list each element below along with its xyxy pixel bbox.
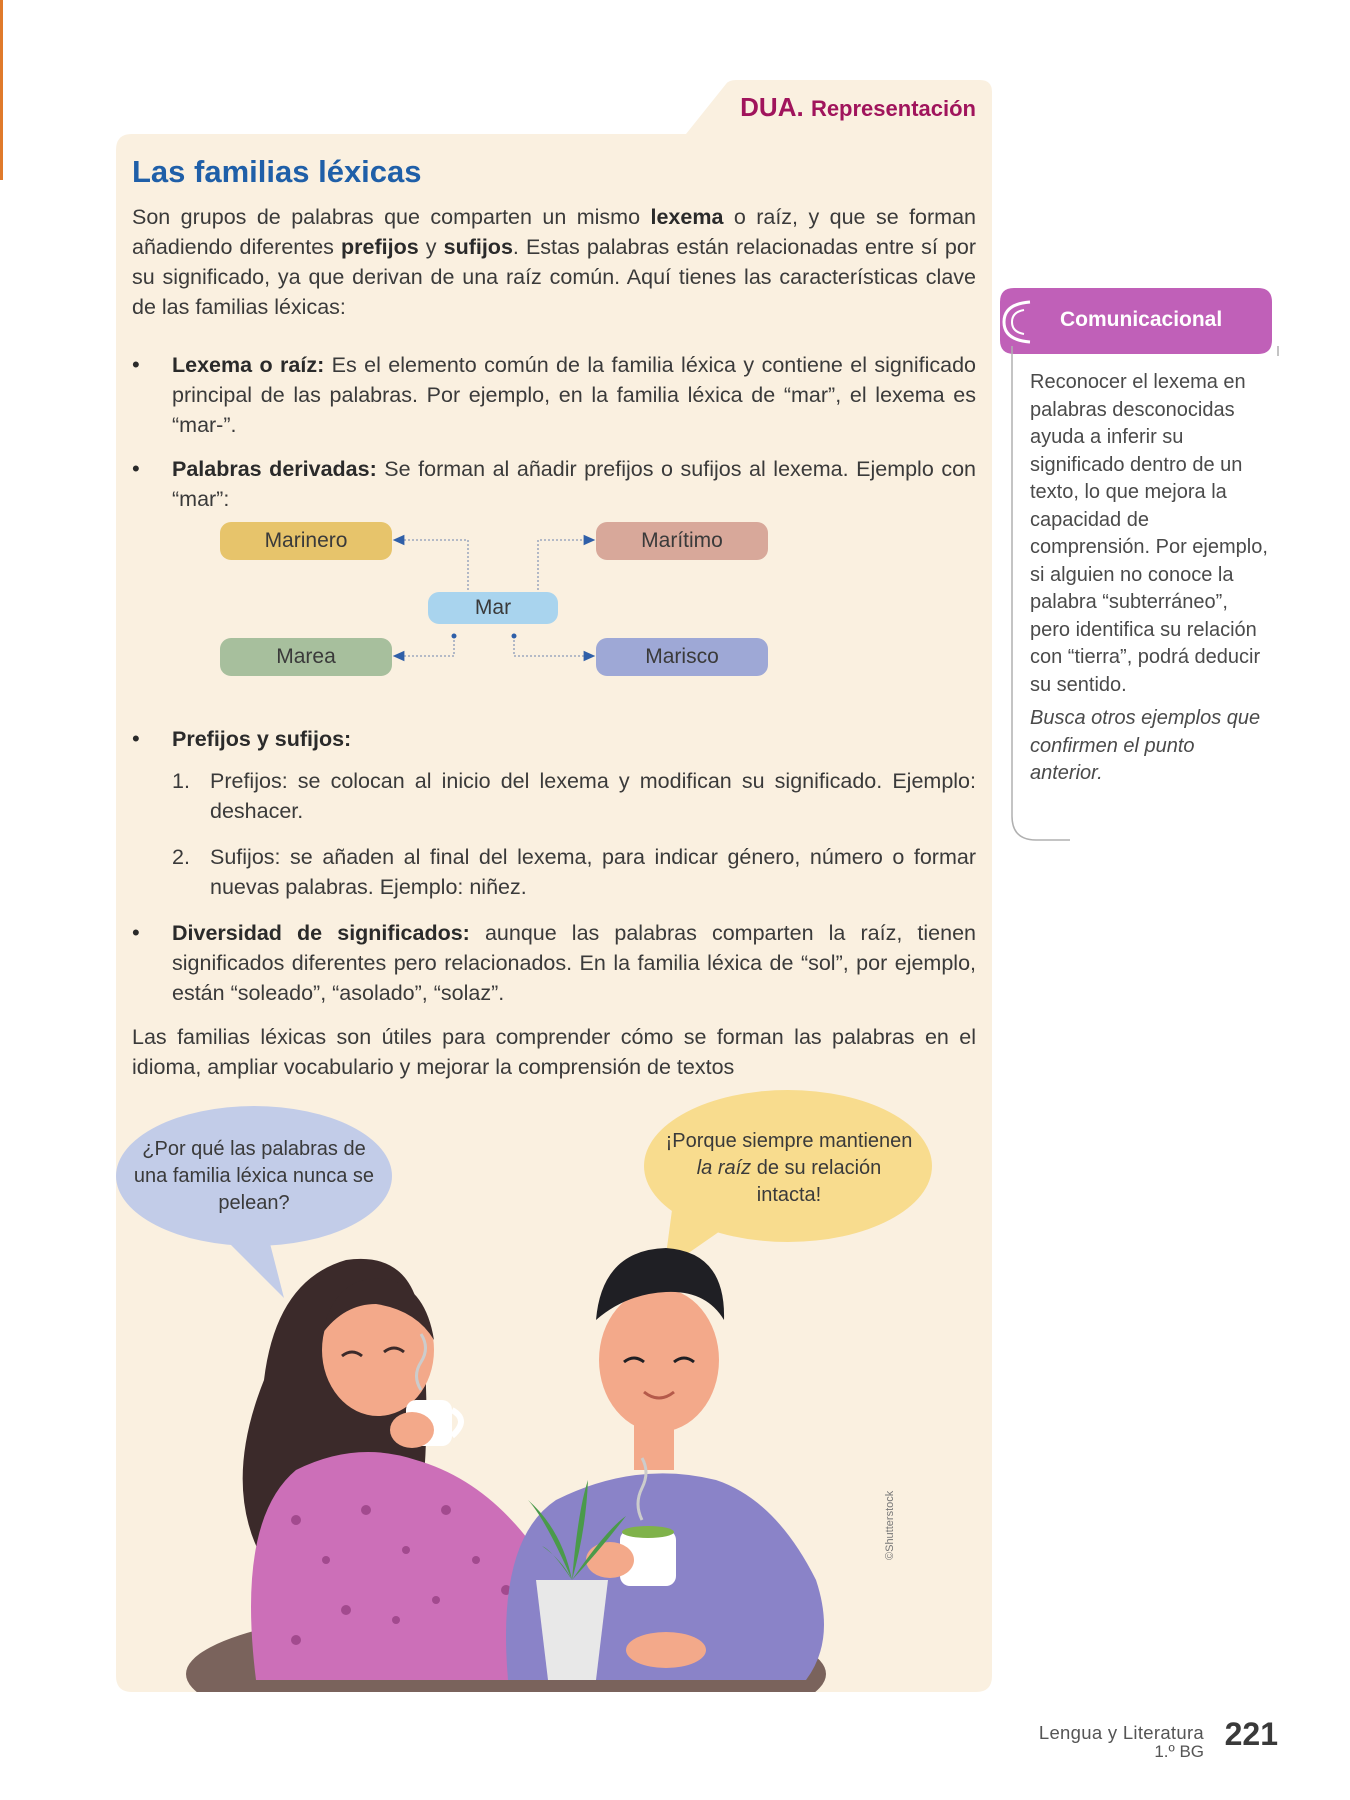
list-item-prefijos: • Prefijos y sufijos: 1. Prefijos: se colocan al inicio del lexema y modifican su significado. Ejemplo: deshacer. 2. Sufijos: se añaden al final del lexema, para indicar género, número o formar nuevas palabras. Ejemplo: niñez.: [132, 724, 976, 902]
page-number: 221: [1224, 1716, 1278, 1752]
section-title: Las familias léxicas: [132, 154, 422, 189]
footer-grade: 1.º BG: [1154, 1742, 1204, 1761]
list-item-diversidad: • Diversidad de significados: aunque las palabras comparten la raíz, tienen significados diferentes pero relacionados. En la familia léxica de “sol”, por ejemplo, están “soleado”, “asolado”, “solaz”.: [132, 918, 976, 1008]
footer-subject: Lengua y Literatura: [1038, 1722, 1204, 1743]
node-mar-center: Mar: [428, 592, 558, 624]
intro-paragraph: Son grupos de palabras que comparten un mismo lexema o raíz, y que se forman añadiendo diferentes prefijos y sufijos. Estas palabras están relacionadas entre sí por su significado, ya que derivan de una raíz común. Aquí tienes las características clave de las familias léxicas:: [132, 205, 977, 319]
bubble-right-text: ¡Porque siempre mantienen la raíz de su relación intacta!: [665, 1130, 913, 1206]
image-credit: ©Shutterstock: [884, 1490, 896, 1560]
page-edge-accent: [0, 0, 3, 180]
sidebar-note: Busca otros ejemplos que confirmen el punto anterior.: [1030, 707, 1261, 784]
sidebar-body: Reconocer el lexema en palabras desconocidas ayuda a inferir su significado dentro de un texto, lo que mejora la capacidad de comprensión. Por ejemplo, si alguien no conoce la palabra “subterráneo”, pero identifica su relación con “tierra”, podrá deducir su sentido.: [1030, 371, 1268, 696]
dua-badge: DUA. Representación: [740, 92, 976, 122]
closing-paragraph: Las familias léxicas son útiles para comprender cómo se forman las palabras en el idioma, ampliar vocabulario y mejorar la comprensión de textos: [132, 1025, 976, 1079]
sub-item-prefijos: 1. Prefijos: se colocan al inicio del lexema y modifican su significado. Ejemplo: deshacer.: [172, 769, 976, 823]
list-item-lexema: • Lexema o raíz: Es el elemento común de la familia léxica y contiene el significado principal de las palabras. Por ejemplo, en la familia léxica de “mar”, el lexema es “mar-”.: [132, 350, 976, 440]
bubble-left-text: ¿Por qué las palabras de una familia léxica nunca se pelean?: [133, 1138, 375, 1214]
sidebar-text: [1030, 369, 1270, 788]
sub-item-sufijos: 2. Sufijos: se añaden al final del lexema, para indicar género, número o formar nuevas palabras. Ejemplo: niñez.: [172, 845, 976, 899]
sidebar-tab-label: Comunicacional: [1060, 308, 1223, 331]
page-footer: [1038, 1716, 1278, 1762]
illustration-couple: [116, 80, 992, 1692]
node-marisco: Marisco: [596, 638, 768, 676]
content-panel: [116, 80, 992, 1692]
node-marinero: Marinero: [220, 522, 392, 560]
list-item-derivadas: • Palabras derivadas: Se forman al añadir prefijos o sufijos al lexema. Ejemplo con “mar”: Marinero Marítimo Mar Marea Marisco: [132, 454, 976, 710]
node-maritimo: Marítimo: [596, 522, 768, 560]
node-marea: Marea: [220, 638, 392, 676]
